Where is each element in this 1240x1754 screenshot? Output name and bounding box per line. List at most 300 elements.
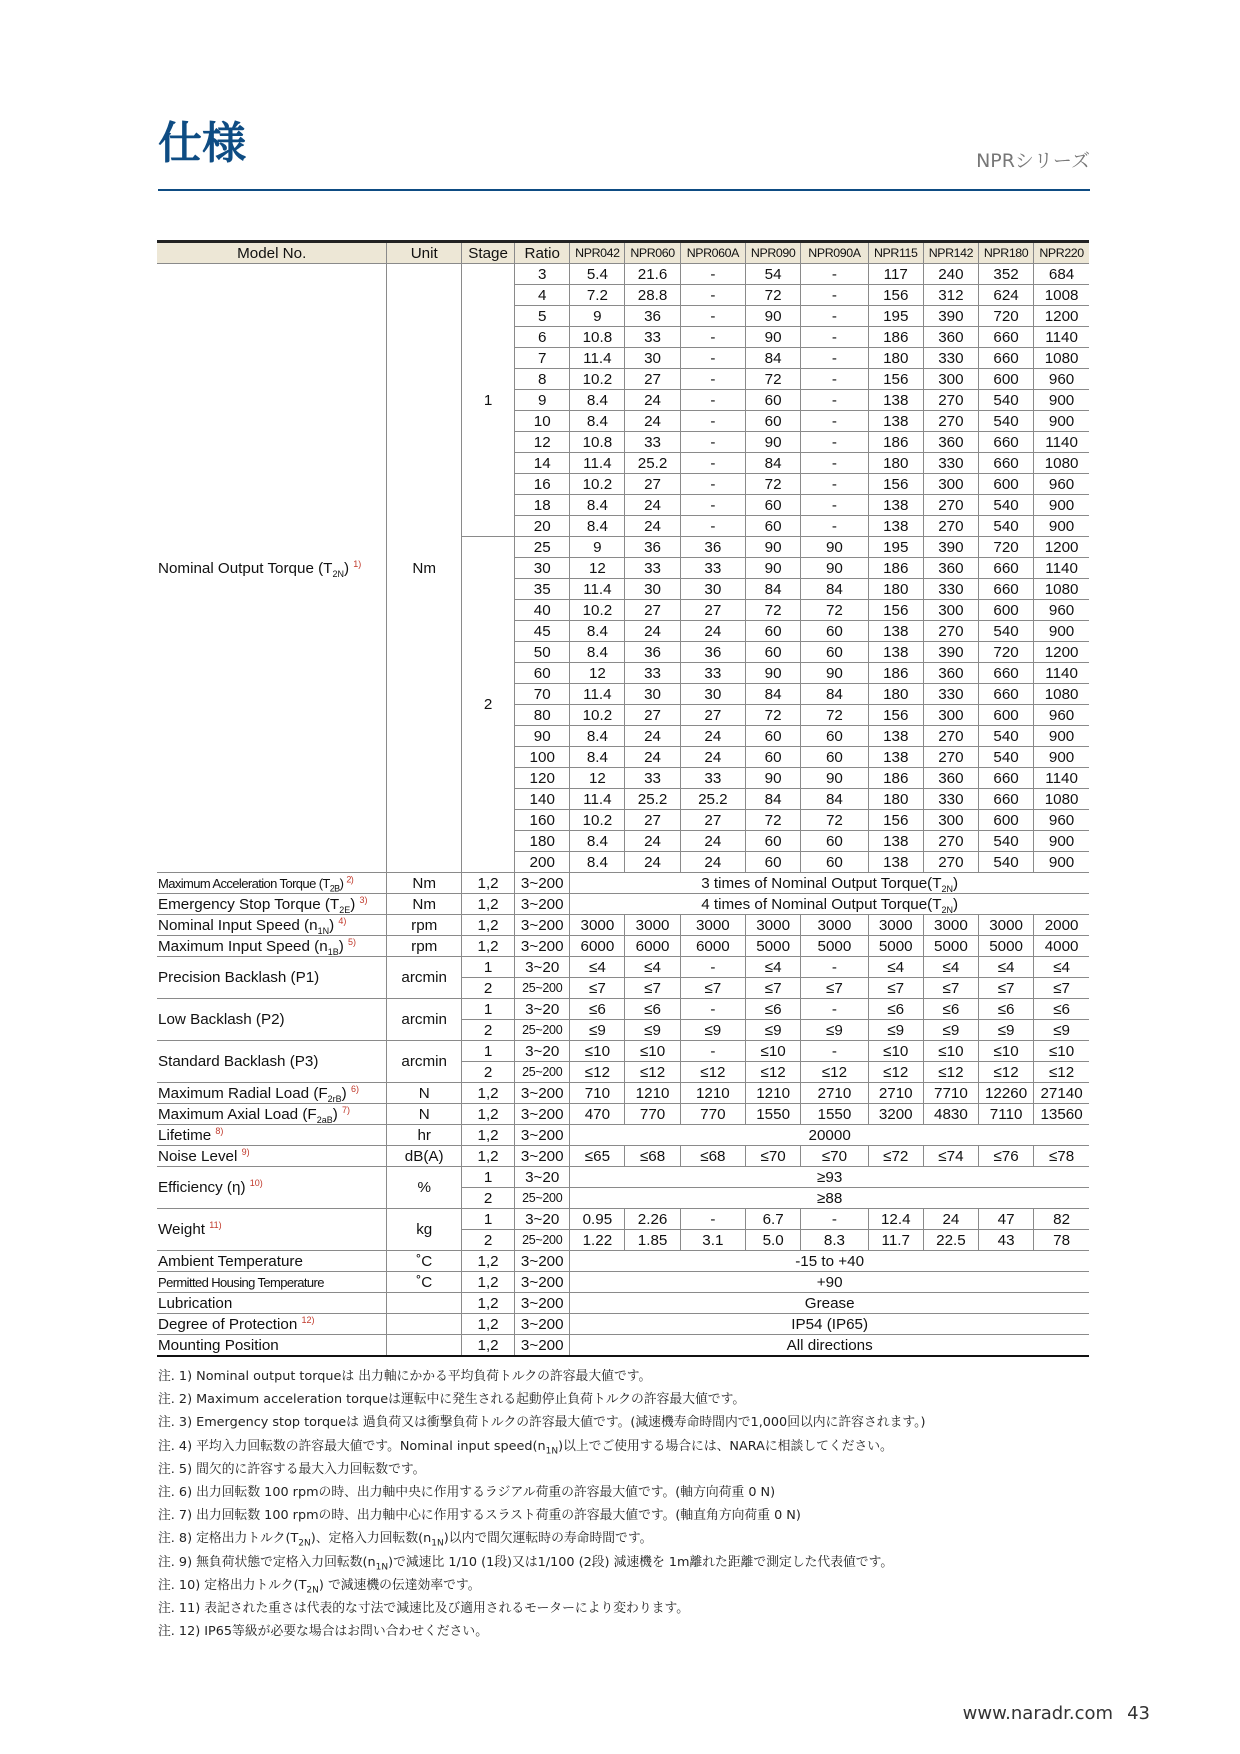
footnote: 注. 12) IP65等級が必要な場合はお問い合わせください。	[158, 1624, 488, 1640]
value-cell: 36	[625, 306, 680, 327]
value-cell: 138	[868, 642, 923, 663]
value-cell: ≤12	[746, 1062, 801, 1083]
value-cell: 24	[625, 390, 680, 411]
value-cell: 180	[868, 579, 923, 600]
ratio-cell: 3~200	[515, 1314, 570, 1335]
value-cell: ≤4	[1034, 957, 1089, 978]
value-cell: 138	[868, 390, 923, 411]
value-cell: ≤12	[625, 1062, 680, 1083]
value-cell: 195	[868, 306, 923, 327]
value-cell: 72	[801, 810, 868, 831]
table-row	[157, 1125, 1089, 1146]
value-cell: 84	[746, 684, 801, 705]
value-cell: 60	[746, 852, 801, 873]
value-cell: 660	[979, 558, 1034, 579]
value-cell: 138	[868, 516, 923, 537]
value-cell: ≤9	[801, 1020, 868, 1041]
value-cell: 33	[625, 432, 680, 453]
value-cell: 33	[680, 663, 745, 684]
value-cell: 1140	[1034, 768, 1089, 789]
stage-cell: 2	[462, 537, 515, 873]
value-cell: 11.4	[570, 684, 625, 705]
value-cell: 33	[625, 663, 680, 684]
value-cell: 72	[746, 705, 801, 726]
value-cell: ≤12	[1034, 1062, 1089, 1083]
value-cell: 900	[1034, 516, 1089, 537]
series-label: NPRシリーズ	[976, 150, 1090, 172]
header-model-npr115: NPR115	[868, 242, 923, 264]
value-cell: ≤4	[625, 957, 680, 978]
header-ratio: Ratio	[515, 242, 570, 264]
value-cell: 270	[923, 852, 978, 873]
value-cell: ≤10	[746, 1041, 801, 1062]
value-cell: 600	[979, 705, 1034, 726]
value-cell: ≤9	[746, 1020, 801, 1041]
ratio-cell: 45	[515, 621, 570, 642]
value-cell: 660	[979, 579, 1034, 600]
value-cell: -	[680, 957, 745, 978]
value-cell: 24	[625, 495, 680, 516]
value-cell: 21.6	[625, 264, 680, 285]
value-cell: 90	[801, 663, 868, 684]
value-cell: 60	[746, 390, 801, 411]
value-cell: 600	[979, 474, 1034, 495]
value-cell: 600	[979, 810, 1034, 831]
value-cell: 1140	[1034, 558, 1089, 579]
value-cell: 25.2	[625, 789, 680, 810]
spanned-value-cell: 20000	[570, 1125, 1089, 1146]
value-cell: 43	[979, 1230, 1034, 1251]
value-cell: -	[801, 327, 868, 348]
value-cell: -	[801, 999, 868, 1020]
value-cell: 72	[746, 369, 801, 390]
value-cell: 8.4	[570, 747, 625, 768]
value-cell: 8.4	[570, 726, 625, 747]
value-cell: 660	[979, 432, 1034, 453]
value-cell: -	[680, 285, 745, 306]
table-row	[157, 1104, 1089, 1125]
value-cell: -	[680, 306, 745, 327]
footnotes	[158, 1365, 1118, 1643]
header-model-npr060a: NPR060A	[680, 242, 745, 264]
value-cell: -	[680, 1041, 745, 1062]
unit-cell	[387, 1335, 462, 1357]
value-cell: ≤7	[923, 978, 978, 999]
stage-cell: 1,2	[462, 894, 515, 915]
value-cell: 27	[625, 600, 680, 621]
value-cell: 900	[1034, 390, 1089, 411]
value-cell: ≤6	[868, 999, 923, 1020]
stage-cell: 2	[462, 978, 515, 999]
ratio-cell: 80	[515, 705, 570, 726]
value-cell: 24	[625, 516, 680, 537]
value-cell: ≤68	[680, 1146, 745, 1167]
unit-cell: %	[387, 1167, 462, 1209]
unit-cell: ˚C	[387, 1272, 462, 1293]
value-cell: -	[680, 369, 745, 390]
value-cell: 5000	[868, 936, 923, 957]
value-cell: 11.4	[570, 348, 625, 369]
ratio-cell: 3~200	[515, 894, 570, 915]
value-cell: 33	[625, 768, 680, 789]
ratio-cell: 14	[515, 453, 570, 474]
header-model-npr220: NPR220	[1034, 242, 1089, 264]
table-row	[157, 873, 1089, 894]
value-cell: -	[801, 957, 868, 978]
value-cell: 24	[680, 621, 745, 642]
value-cell: 660	[979, 348, 1034, 369]
value-cell: ≤12	[868, 1062, 923, 1083]
stage-cell: 1,2	[462, 1125, 515, 1146]
unit-cell: kg	[387, 1209, 462, 1251]
value-cell: 660	[979, 663, 1034, 684]
ratio-cell: 18	[515, 495, 570, 516]
spanned-value-cell: All directions	[570, 1335, 1089, 1357]
value-cell: 312	[923, 285, 978, 306]
unit-cell: arcmin	[387, 1041, 462, 1083]
table-row	[157, 999, 1089, 1020]
spanned-value-cell: Grease	[570, 1293, 1089, 1314]
value-cell: ≤4	[923, 957, 978, 978]
ratio-cell: 90	[515, 726, 570, 747]
value-cell: 138	[868, 747, 923, 768]
value-cell: 186	[868, 663, 923, 684]
value-cell: 660	[979, 453, 1034, 474]
value-cell: 25.2	[625, 453, 680, 474]
value-cell: 3000	[868, 915, 923, 936]
spanned-value-cell: ≥93	[570, 1167, 1089, 1188]
value-cell: 330	[923, 789, 978, 810]
value-cell: -	[801, 516, 868, 537]
ratio-cell: 3	[515, 264, 570, 285]
value-cell: ≤10	[570, 1041, 625, 1062]
value-cell: 540	[979, 726, 1034, 747]
spanned-value-cell: IP54 (IP65)	[570, 1314, 1089, 1335]
value-cell: 1210	[680, 1083, 745, 1104]
value-cell: ≤7	[979, 978, 1034, 999]
footnote: 注. 1) Nominal output torqueは 出力軸にかかる平均負荷トルクの許容最大値です。	[158, 1369, 652, 1384]
ratio-cell: 100	[515, 747, 570, 768]
value-cell: 5000	[923, 936, 978, 957]
value-cell: 1550	[801, 1104, 868, 1125]
value-cell: ≤76	[979, 1146, 1034, 1167]
unit-cell: arcmin	[387, 957, 462, 999]
value-cell: 180	[868, 348, 923, 369]
value-cell: 156	[868, 474, 923, 495]
table-row	[157, 264, 1089, 285]
value-cell: 27	[625, 369, 680, 390]
value-cell: 60	[801, 642, 868, 663]
value-cell: 1210	[746, 1083, 801, 1104]
value-cell: 1080	[1034, 579, 1089, 600]
value-cell: 24	[923, 1209, 978, 1230]
stage-cell: 2	[462, 1020, 515, 1041]
value-cell: 660	[979, 768, 1034, 789]
value-cell: ≤12	[923, 1062, 978, 1083]
ratio-cell: 3~200	[515, 873, 570, 894]
value-cell: 4000	[1034, 936, 1089, 957]
value-cell: 8.4	[570, 831, 625, 852]
ratio-cell: 200	[515, 852, 570, 873]
ratio-cell: 10	[515, 411, 570, 432]
value-cell: 270	[923, 390, 978, 411]
value-cell: 138	[868, 852, 923, 873]
value-cell: ≤9	[1034, 1020, 1089, 1041]
ratio-cell: 12	[515, 432, 570, 453]
spec-table	[157, 240, 1089, 1357]
ratio-cell: 3~200	[515, 1083, 570, 1104]
value-cell: 60	[746, 831, 801, 852]
stage-cell: 1	[462, 264, 515, 537]
value-cell: 84	[801, 684, 868, 705]
value-cell: ≤10	[1034, 1041, 1089, 1062]
table-row	[157, 1167, 1089, 1188]
value-cell: 54	[746, 264, 801, 285]
value-cell: 33	[680, 768, 745, 789]
value-cell: 600	[979, 369, 1034, 390]
ratio-cell: 70	[515, 684, 570, 705]
ratio-cell: 35	[515, 579, 570, 600]
value-cell: 960	[1034, 810, 1089, 831]
value-cell: 300	[923, 474, 978, 495]
unit-cell: ˚C	[387, 1251, 462, 1272]
value-cell: 90	[746, 663, 801, 684]
value-cell: 90	[801, 558, 868, 579]
property-label: Weight $^{11)}$	[157, 1209, 387, 1251]
value-cell: ≤7	[746, 978, 801, 999]
value-cell: 540	[979, 747, 1034, 768]
value-cell: 28.8	[625, 285, 680, 306]
value-cell: 27	[680, 705, 745, 726]
ratio-cell: 3~200	[515, 1272, 570, 1293]
property-label: Maximum Input Speed $(n_{1B})$ $^{5)}$	[157, 936, 387, 957]
value-cell: 270	[923, 621, 978, 642]
value-cell: 90	[746, 306, 801, 327]
ratio-cell: 140	[515, 789, 570, 810]
value-cell: 60	[746, 516, 801, 537]
stage-cell: 1	[462, 957, 515, 978]
value-cell: 1008	[1034, 285, 1089, 306]
stage-cell: 2	[462, 1230, 515, 1251]
value-cell: 1140	[1034, 432, 1089, 453]
ratio-cell: 3~20	[515, 1209, 570, 1230]
value-cell: 330	[923, 348, 978, 369]
value-cell: 900	[1034, 411, 1089, 432]
stage-cell: 1,2	[462, 936, 515, 957]
value-cell: 900	[1034, 852, 1089, 873]
title-rule	[158, 189, 1090, 191]
value-cell: ≤9	[680, 1020, 745, 1041]
header-model-npr180: NPR180	[979, 242, 1034, 264]
value-cell: -	[680, 348, 745, 369]
ratio-cell: 7	[515, 348, 570, 369]
property-label: Mounting Position	[157, 1335, 387, 1357]
value-cell: 24	[625, 831, 680, 852]
value-cell: -	[680, 1209, 745, 1230]
value-cell: ≤9	[979, 1020, 1034, 1041]
table-row	[157, 894, 1089, 915]
value-cell: 60	[801, 831, 868, 852]
spanned-value-cell: -15 to +40	[570, 1251, 1089, 1272]
spanned-value-cell: +90	[570, 1272, 1089, 1293]
value-cell: ≤7	[801, 978, 868, 999]
stage-cell: 1,2	[462, 1335, 515, 1357]
header-model-npr060: NPR060	[625, 242, 680, 264]
value-cell: 1200	[1034, 537, 1089, 558]
value-cell: 470	[570, 1104, 625, 1125]
value-cell: 24	[625, 621, 680, 642]
value-cell: ≤12	[979, 1062, 1034, 1083]
header-model-npr090a: NPR090A	[801, 242, 868, 264]
value-cell: 60	[801, 747, 868, 768]
value-cell: 180	[868, 789, 923, 810]
value-cell: 25.2	[680, 789, 745, 810]
value-cell: -	[801, 432, 868, 453]
value-cell: -	[801, 369, 868, 390]
ratio-cell: 50	[515, 642, 570, 663]
unit-cell: rpm	[387, 915, 462, 936]
footnote: 注. 9) 無負荷状態で定格入力回転数$(n_{1N})$で減速比 1/10 (1段)又は1/100 (2段) 減速機を 1m離れた距離で測定した代表値です。	[158, 1554, 894, 1573]
stage-cell: 1,2	[462, 915, 515, 936]
header-unit: Unit	[387, 242, 462, 264]
header-model-npr142: NPR142	[923, 242, 978, 264]
value-cell: 27	[680, 810, 745, 831]
value-cell: 186	[868, 768, 923, 789]
stage-cell: 1,2	[462, 1314, 515, 1335]
value-cell: 300	[923, 810, 978, 831]
stage-cell: 1	[462, 999, 515, 1020]
value-cell: ≤6	[979, 999, 1034, 1020]
ratio-cell: 5	[515, 306, 570, 327]
property-label: Permitted Housing Temperature	[157, 1272, 387, 1293]
value-cell: 72	[801, 705, 868, 726]
value-cell: 960	[1034, 705, 1089, 726]
ratio-cell: 3~200	[515, 1146, 570, 1167]
value-cell: 90	[801, 768, 868, 789]
value-cell: ≤7	[625, 978, 680, 999]
value-cell: 156	[868, 810, 923, 831]
value-cell: 540	[979, 411, 1034, 432]
value-cell: 24	[680, 852, 745, 873]
value-cell: 5.0	[746, 1230, 801, 1251]
footnote: 注. 5) 間欠的に許容する最大入力回転数です。	[158, 1461, 426, 1477]
value-cell: 30	[625, 348, 680, 369]
value-cell: 540	[979, 516, 1034, 537]
value-cell: 660	[979, 327, 1034, 348]
stage-cell: 1,2	[462, 1104, 515, 1125]
value-cell: ≤7	[570, 978, 625, 999]
property-label: Degree of Protection $^{12)}$	[157, 1314, 387, 1335]
value-cell: ≤10	[868, 1041, 923, 1062]
value-cell: 84	[746, 789, 801, 810]
value-cell: ≤4	[979, 957, 1034, 978]
stage-cell: 1,2	[462, 873, 515, 894]
value-cell: 1200	[1034, 642, 1089, 663]
stage-cell: 1,2	[462, 1146, 515, 1167]
value-cell: 3000	[923, 915, 978, 936]
value-cell: 900	[1034, 831, 1089, 852]
value-cell: 30	[680, 684, 745, 705]
value-cell: 960	[1034, 369, 1089, 390]
value-cell: 1550	[746, 1104, 801, 1125]
value-cell: 138	[868, 726, 923, 747]
value-cell: 84	[746, 579, 801, 600]
value-cell: 3000	[570, 915, 625, 936]
stage-cell: 1	[462, 1167, 515, 1188]
value-cell: 390	[923, 306, 978, 327]
value-cell: 540	[979, 621, 1034, 642]
table-row	[157, 1293, 1089, 1314]
value-cell: 10.2	[570, 369, 625, 390]
value-cell: 72	[746, 810, 801, 831]
value-cell: 11.4	[570, 579, 625, 600]
value-cell: 8.4	[570, 495, 625, 516]
value-cell: -	[680, 327, 745, 348]
value-cell: 72	[801, 600, 868, 621]
value-cell: 720	[979, 306, 1034, 327]
value-cell: 360	[923, 768, 978, 789]
value-cell: 180	[868, 684, 923, 705]
value-cell: 60	[746, 642, 801, 663]
footnote: 注. 8) 定格出力トルク$(T_{2N})$、定格入力回転数$(n_{1N})$以内で間欠運転時の寿命時間です。	[158, 1531, 653, 1549]
table-row	[157, 1335, 1089, 1357]
value-cell: ≤70	[801, 1146, 868, 1167]
website-url[interactable]: www.naradr.com	[962, 1703, 1114, 1724]
ratio-cell: 30	[515, 558, 570, 579]
value-cell: -	[801, 306, 868, 327]
value-cell: 330	[923, 684, 978, 705]
value-cell: 156	[868, 285, 923, 306]
value-cell: 12.4	[868, 1209, 923, 1230]
value-cell: 3000	[625, 915, 680, 936]
footnote: 注. 6) 出力回転数 100 rpmの時、出力軸中央に作用するラジアル荷重の許容最大値です。(軸方向荷重 0 N)	[158, 1484, 776, 1500]
value-cell: 300	[923, 705, 978, 726]
value-cell: 84	[746, 453, 801, 474]
value-cell: 360	[923, 432, 978, 453]
value-cell: ≤7	[680, 978, 745, 999]
value-cell: 22.5	[923, 1230, 978, 1251]
ratio-cell: 3~20	[515, 1041, 570, 1062]
header-model-npr090: NPR090	[746, 242, 801, 264]
value-cell: 900	[1034, 747, 1089, 768]
value-cell: 90	[746, 432, 801, 453]
table-row	[157, 1251, 1089, 1272]
header-row	[157, 242, 1089, 264]
value-cell: ≤74	[923, 1146, 978, 1167]
footnote: 注. 7) 出力回転数 100 rpmの時、出力軸中心に作用するスラスト荷重の許容最大値です。(軸直角方向荷重 0 N)	[158, 1508, 801, 1524]
value-cell: 27	[625, 474, 680, 495]
value-cell: 3.1	[680, 1230, 745, 1251]
page-title: 仕様	[158, 118, 246, 169]
value-cell: ≤9	[868, 1020, 923, 1041]
value-cell: -	[801, 1209, 868, 1230]
value-cell: 27	[625, 810, 680, 831]
value-cell: 8.4	[570, 642, 625, 663]
value-cell: 180	[868, 453, 923, 474]
value-cell: 1080	[1034, 453, 1089, 474]
footnote: 注. 10) 定格出力トルク$(T_{2N})$ で減速機の伝達効率です。	[158, 1577, 481, 1596]
value-cell: -	[680, 474, 745, 495]
value-cell: 270	[923, 747, 978, 768]
value-cell: ≤4	[868, 957, 923, 978]
value-cell: 6000	[625, 936, 680, 957]
value-cell: 138	[868, 621, 923, 642]
value-cell: 156	[868, 369, 923, 390]
ratio-cell: 3~20	[515, 957, 570, 978]
value-cell: 10.2	[570, 600, 625, 621]
value-cell: 4830	[923, 1104, 978, 1125]
ratio-cell: 6	[515, 327, 570, 348]
